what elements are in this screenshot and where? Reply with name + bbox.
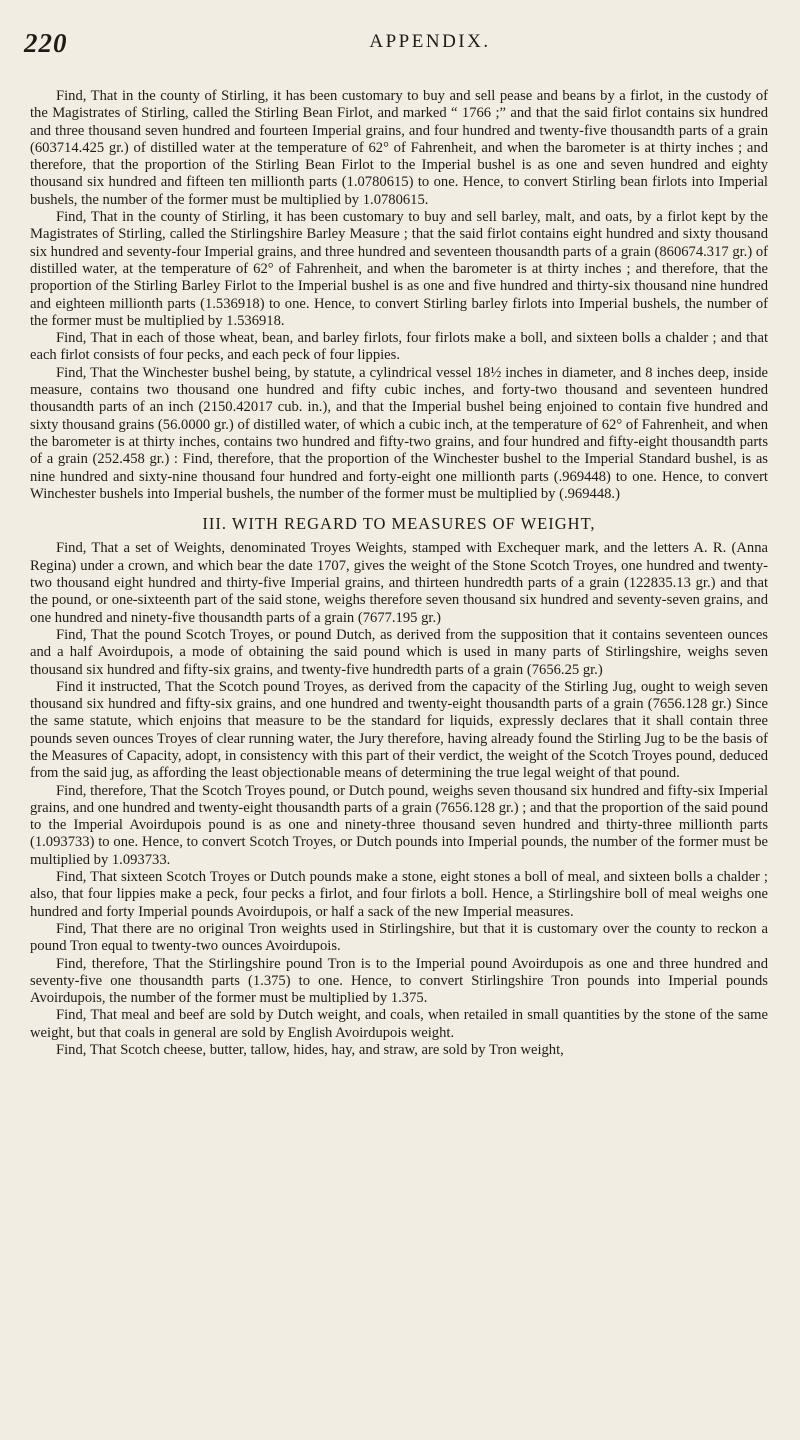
page-number: 220 xyxy=(24,28,68,58)
paragraph: Find, That sixteen Scotch Troyes or Dutch pounds make a stone, eight stones a boll of meal, and sixteen bolls a chalder ; also, that four lippies make a peck, four pecks a firlot, and four firlots a boll. Hence, a Stirlingshire boll of meal weighs one hundred and forty Imperial pounds Avoirdupois, or half a sack of the new Imperial measures. xyxy=(30,869,768,920)
paragraph: Find, That there are no original Tron weights used in Stirlingshire, but that it is customary over the county to reckon a pound Tron equal to twenty-two ounces Avoirdupois. xyxy=(30,920,768,955)
paragraph: Find, That a set of Weights, denominated Troyes Weights, stamped with Exchequer mark, and the letters A. R. (Anna Regina) under a crown, and which bear the date 1707, gives the weight of the Stone Scotch Troyes, one hundred and twenty-two thousand eight hundred and thirty-five Imperial grains, and thirteen hundredth parts of a grain (122835.13 gr.) and that the pound, or one-sixteenth part of the said stone, weighs therefore seven thousand six hundred and seventy-seven grains, and one hundred and ninety-five thousandth parts of a grain (7677.195 gr.) xyxy=(30,540,768,626)
body-text xyxy=(30,88,768,1059)
section-heading: III. WITH REGARD TO MEASURES OF WEIGHT, xyxy=(202,514,596,534)
paragraph: Find, That in each of those wheat, bean, and barley firlots, four firlots make a boll, and sixteen bolls a chalder ; and that each firlot consists of four pecks, and each peck of four lippies. xyxy=(30,330,768,364)
paragraph: Find, That in the county of Stirling, it has been customary to buy and sell pease and beans by a firlot, in the custody of the Magistrates of Stirling, called the Stirling Bean Firlot, and marked “ 1766 ;” and that the said firlot contains six hundred and three thousand seven hundred and fourteen Imperial grains, and four hundred and twenty-five thousandth parts of a grain (603714.425 gr.) of distilled water at the temperature of 62° of Fahrenheit, and when the barometer is at thirty inches ; and therefore, that the proportion of the Stirling Bean Firlot to the Imperial bushel is as one and seven hundred and eighty thousand six hundred and fifteen ten millionth parts (1.0780615) to one. Hence, to convert Stirling bean firlots into Imperial bushels, the number of the former must be multiplied by 1.0780615. xyxy=(30,88,768,208)
paragraph: Find, That Scotch cheese, butter, tallow, hides, hay, and straw, are sold by Tron weight, xyxy=(56,1042,564,1059)
paragraph: Find, That in the county of Stirling, it has been customary to buy and sell barley, malt, and oats, by a firlot kept by the Magistrates of Stirling, called the Stirlingshire Barley Measure ; that the said firlot contains eight hundred and sixty thousand six hundred and seventy-four Imperial grains, and three hundred and seventeen thousandth parts of a grain (860674.317 gr.) of distilled water, at the temperature of 62° of Fahrenheit, and when the barometer is at thirty inches ; and therefore, that the proportion of the Stirling Barley Firlot to the Imperial bushel is as one and five hundred and thirty-six thousand nine hundred and eighteen millionth parts (1.536918) to one. Hence, to convert Stirling barley firlots into Imperial bushels, the number of the former must be multiplied by 1.536918. xyxy=(30,209,768,329)
page-header xyxy=(20,28,780,68)
paragraph: Find, That the Winchester bushel being, by statute, a cylindrical vessel 18½ inches in diameter, and 8 inches deep, inside measure, contains two thousand one hundred and fifty cubic inches, and forty-two thousand and seventeen hundred thousandth parts of an inch (2150.42017 cub. in.), and that the Imperial bushel being enjoined to contain five hundred and sixty thousand grains (56.0000 gr.) of distilled water, of which a cubic inch, at the temperature of 62° of Fahrenheit, and when the barometer is at thirty inches, contains two hundred and fifty-two grains, and four hundred and fifty-eight thousandth parts of a grain (252.458 gr.) : Find, therefore, that the proportion of the Winchester bushel to the Imperial Standard bushel, is as nine hundred and sixty-nine thousand four hundred and forty-eight one millionth parts (.969448) to one. Hence, to convert Winchester bushels into Imperial bushels, the number of the former must be multiplied by (.969448.) xyxy=(30,364,768,502)
paragraph: Find, therefore, That the Scotch Troyes pound, or Dutch pound, weighs seven thousand six hundred and fifty-six Imperial grains, and one hundred and twenty-eight thousandth parts of a grain (7656.128 gr.) ; and that the proportion of the said pound to the Imperial Avoirdupois pound is as one and ninety-three thousand seven hundred and thirty-three millionth parts (1.093733) to one. Hence, to convert Scotch Troyes, or Dutch pounds into Imperial pounds, the number of the former must be multiplied by 1.093733. xyxy=(30,782,768,868)
running-head: APPENDIX. xyxy=(369,31,491,52)
paragraph: Find, That meal and beef are sold by Dutch weight, and coals, when retailed in small quantities by the stone of the same weight, but that coals in general are sold by English Avoirdupois weight. xyxy=(30,1007,768,1041)
paragraph: Find it instructed, That the Scotch pound Troyes, as derived from the capacity of the Stirling Jug, ought to weigh seven thousand six hundred and fifty-six grains, and one hundred and twenty-eight thousandth parts of a grain (7656.128 gr.) Since the same statute, which enjoins that measure to be the standard for liquids, expressly declares that it shall contain three pounds seven ounces Troyes of clear running water, the Jury therefore, having already found the Stirling Jug to be the basis of the Measures of Capacity, adopt, in consistency with this part of their verdict, the weight of the Scotch Troyes pound, deduced from the said jug, as affording the least objectionable means of determining the true legal weight of that pound. xyxy=(30,678,768,782)
paragraph: Find, therefore, That the Stirlingshire pound Tron is to the Imperial pound Avoirdupois as one and three hundred and seventy-five one thousandth parts (1.375) to one. Hence, to convert Stirlingshire Tron pounds into Imperial pounds Avoirdupois, the number of the former must be multiplied by 1.375. xyxy=(30,955,768,1007)
paragraph: Find, That the pound Scotch Troyes, or pound Dutch, as derived from the supposition that it contains seventeen ounces and a half Avoirdupois, a mode of obtaining the said pound which is used in many parts of Stirlingshire, weighs seven thousand six hundred and fifty-six grains, and twenty-five hundredth parts of a grain (7656.25 gr.) xyxy=(30,626,768,678)
